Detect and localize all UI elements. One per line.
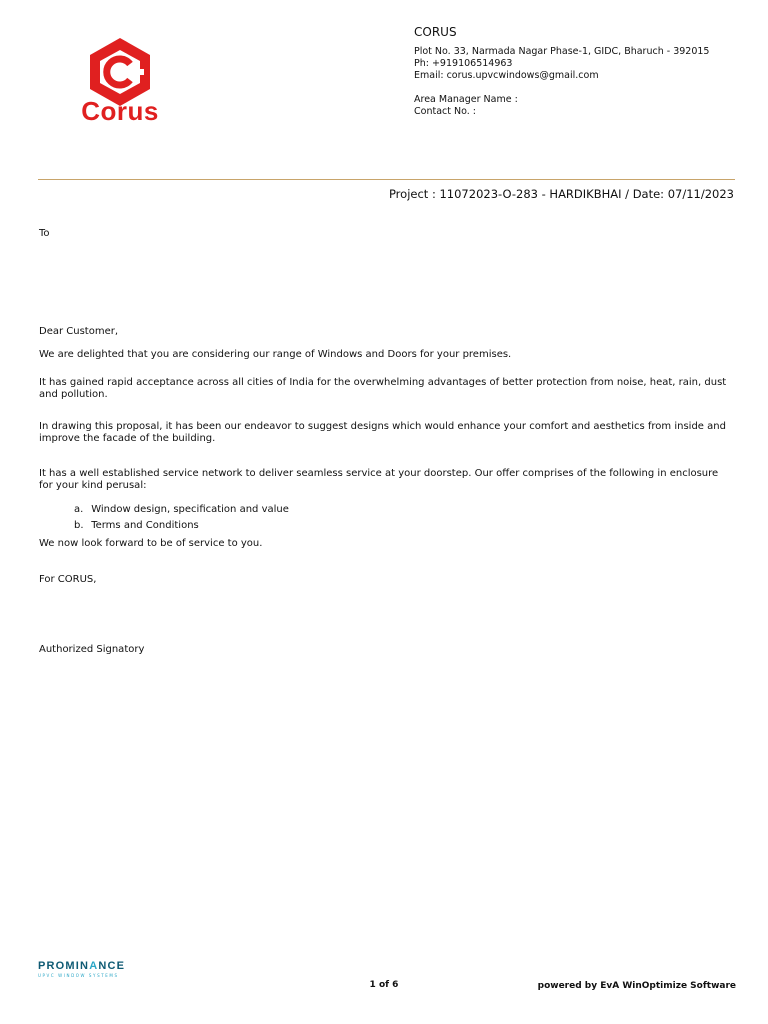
prominance-wordmark: PROMINANCE (38, 960, 126, 972)
paragraph-intro: We are delighted that you are considering our range of Windows and Doors for your premises. (39, 349, 512, 360)
list-item-text: Window design, specification and value (91, 504, 289, 515)
paragraph-closing: We now look forward to be of service to you. (39, 538, 263, 549)
company-address: Plot No. 33, Narmada Nagar Phase-1, GIDC, Bharuch - 392015 (414, 46, 710, 57)
list-item-text: Terms and Conditions (91, 520, 199, 531)
area-manager-label: Area Manager Name : (414, 94, 518, 105)
paragraph-acceptance: It has gained rapid acceptance across all cities of India for the overwhelming advantages of better protection from noise, heat, rain, dust and pollution. (39, 377, 727, 400)
prominance-tagline: UPVC WINDOW SYSTEMS (38, 973, 119, 978)
logo-wordmark: Corus (81, 96, 159, 126)
prominance-logo (38, 960, 125, 978)
list-item (74, 520, 289, 536)
paragraph-service: It has a well established service network to deliver seamless service at your doorstep. Our offer comprises of the following in enclosure for your kind perusal: (39, 468, 719, 491)
powered-by: powered by EvA WinOptimize Software (537, 981, 736, 991)
header-divider (38, 179, 735, 180)
list-item (74, 504, 289, 520)
recipient-label: To (39, 228, 50, 239)
page-number: 1 of 6 (369, 980, 399, 990)
project-reference: Project : 11072023-O-283 - HARDIKBHAI / Date: 07/11/2023 (388, 187, 734, 201)
authorized-signatory: Authorized Signatory (39, 644, 145, 655)
company-email: Email: corus.upvcwindows@gmail.com (414, 70, 599, 81)
sign-off: For CORUS, (39, 574, 97, 585)
contact-no-label: Contact No. : (414, 106, 476, 117)
company-phone: Ph: +919106514963 (414, 58, 513, 69)
enclosure-list (74, 504, 289, 536)
company-name: CORUS (414, 25, 457, 39)
list-marker: a. (74, 504, 84, 515)
list-marker: b. (74, 520, 84, 531)
greeting: Dear Customer, (39, 326, 119, 337)
paragraph-proposal: In drawing this proposal, it has been our endeavor to suggest designs which would enhance your comfort and aesthetics from inside and improve the facade of the building. (39, 421, 726, 444)
